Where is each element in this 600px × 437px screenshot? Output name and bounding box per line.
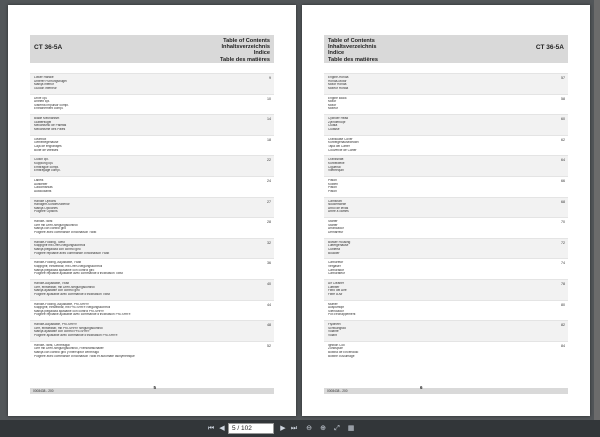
entry-line: Antrieb kpl.: [34, 100, 50, 104]
title-en: Table of Contents: [328, 38, 375, 44]
entry-line: Handle-Folding, Twist: [34, 240, 65, 244]
entry-line: Poignée Options: [34, 210, 58, 214]
entry-line: Carburador: [328, 268, 345, 272]
entry-line: Culasse: [328, 127, 340, 131]
entry-line: Handle-Folding, Adjustable, Pro-SHR®: [34, 302, 89, 306]
toc-entry[interactable]: [30, 341, 274, 362]
entry-line: Blade Mechanism: [34, 117, 60, 121]
page-number: 5: [153, 385, 156, 390]
entry-line: Nockenwelle: [328, 203, 347, 207]
entry-page-number: 68: [561, 199, 565, 204]
entry-page-number: 10: [267, 96, 271, 101]
entry-line: Moteur Honda: [328, 86, 349, 90]
entry-page-number: 57: [561, 76, 565, 80]
title-fr: Table des matières: [220, 56, 270, 63]
toc-entry[interactable]: [30, 217, 274, 238]
next-page-icon[interactable]: ▶: [280, 425, 286, 432]
entry-line: Engine Block: [328, 96, 347, 100]
toc-entry[interactable]: [30, 155, 274, 176]
entry-line: Arrancador: [328, 227, 344, 231]
previous-page-icon[interactable]: ◀: [219, 425, 225, 432]
entry-line: Couvercle de Carter: [328, 148, 357, 152]
entry-line: Griff mit Dreh-Neigungskontroll, Fliehkraftschalter: [34, 347, 104, 351]
viewer-toolbar: [0, 420, 600, 437]
entry-line: Piston: [328, 189, 337, 193]
entry-line: Lüftergehäuse: [328, 244, 349, 248]
entry-line: Árbol de levas: [328, 206, 349, 210]
entry-line: Starter: [328, 223, 338, 227]
entry-line: Griff, einstellbar, mit Pro-SHR® Neigungskontroll: [34, 326, 103, 330]
entry-line: Manija inferior: [34, 83, 55, 87]
entry-line: Auspufftopf: [328, 306, 345, 310]
entry-line: Poignée avec commande d'inclinaison Twist: [34, 230, 97, 234]
entry-line: Poignée repliable ajustable avec commande d'inclinaison Pro-SHR®: [34, 313, 131, 317]
entry-line: Guidon inférieur: [34, 86, 57, 90]
entry-line: Griff mit Dreh-Neigungskontroll: [34, 223, 78, 227]
toc-entry[interactable]: [324, 73, 568, 94]
entry-page-number: 66: [561, 178, 565, 183]
footer-code: 0008438 - 200: [33, 389, 54, 393]
title-es: Indice: [328, 50, 345, 57]
last-page-icon[interactable]: ⏭: [290, 425, 298, 432]
entry-line: Handle-Twist: [34, 220, 53, 224]
entry-line: Piston: [328, 178, 337, 182]
entry-line: Gearbox: [34, 137, 47, 141]
entry-line: Culata: [328, 124, 338, 128]
entry-line: Handle-Adjustable, Pro-SHR®: [34, 323, 77, 327]
entry-line: Luftfilter: [328, 285, 340, 289]
entry-line: Manija ajustable con control giro: [34, 289, 80, 293]
entry-page-number: 32: [267, 240, 271, 245]
entry-line: Vergaser: [328, 264, 341, 268]
entry-line: Bobina de Encendido: [328, 350, 359, 354]
entry-line: Embrague compl.: [34, 165, 59, 169]
entry-line: Aufkleber: [34, 182, 48, 186]
toc-entry[interactable]: [324, 135, 568, 156]
entry-line: Poignée repliable avec commande d'inclinaison Twist: [34, 251, 110, 255]
entry-page-number: 58: [561, 96, 565, 101]
entry-line: Manija plegadiza con control giro: [34, 247, 81, 251]
toc-entry[interactable]: [30, 300, 274, 321]
toc-entry[interactable]: [324, 320, 568, 341]
entry-line: Sistema Impulsor compl.: [34, 103, 69, 107]
entry-line: Starter: [328, 220, 338, 224]
entry-page-number: 84: [561, 343, 565, 348]
toc-entry[interactable]: [30, 176, 274, 197]
entry-line: Manija plegadiza ajustable con control Pro-SHR®: [34, 309, 105, 313]
toc-titles: [220, 38, 270, 63]
entry-line: Muffler: [328, 302, 338, 306]
entry-line: Vilebrequin: [328, 169, 344, 173]
entry-line: Autocollants: [34, 189, 52, 193]
entry-line: Motor Honda: [328, 83, 347, 87]
entry-line: Mécanisme des Pales: [34, 127, 66, 131]
entry-line: Drive cpl.: [34, 96, 48, 100]
entry-line: Bouclier: [328, 251, 340, 255]
entry-line: Pot d'échappement: [328, 313, 356, 317]
entry-line: Manija ajustable con control Pro-SHR®: [34, 330, 90, 334]
entry-page-number: 64: [561, 158, 565, 163]
entry-line: Pistón: [328, 186, 337, 190]
entry-line: Volant: [328, 333, 337, 337]
entry-line: Filtre à Air: [328, 292, 343, 296]
entry-line: Klappgriff, einstellbar, mit Dreh-Neigungskontroll: [34, 264, 103, 268]
entry-line: Embrayage compl.: [34, 169, 61, 173]
first-page-icon[interactable]: ⏮: [207, 425, 215, 432]
entry-line: Caja de engranajes: [34, 144, 62, 148]
toc-entry[interactable]: [30, 279, 274, 300]
entry-line: Handle-Twist, Centrifugal: [34, 343, 70, 347]
entry-line: Motor: [328, 100, 337, 104]
entry-line: Cylinder Head: [328, 117, 349, 121]
entry-line: Mecanismo de Paletas: [34, 124, 67, 128]
model-label: CT 36-5A: [34, 44, 63, 51]
entry-line: Entraînement compl.: [34, 107, 64, 111]
toc-entry[interactable]: [30, 114, 274, 135]
entry-line: Honda-Motor: [328, 79, 347, 83]
entry-line: Handgriff-Sonderzubehör: [34, 203, 70, 207]
toc-entry[interactable]: [324, 197, 568, 218]
entry-line: Glätterflügel: [34, 120, 52, 124]
toc-entry[interactable]: [324, 238, 568, 259]
toc-entry[interactable]: [324, 341, 568, 362]
entry-line: Camshaft: [328, 199, 342, 203]
entry-page-number: 80: [561, 302, 565, 307]
entry-line: Manija con control giro y interruptor centrífugo: [34, 350, 100, 354]
entry-line: Démarreur: [328, 230, 344, 234]
footer-code: 0008438 - 200: [327, 389, 348, 393]
entry-page-number: 28: [267, 220, 271, 225]
entry-line: Calcomanías: [34, 186, 53, 190]
entry-line: Carburetor: [328, 261, 344, 265]
entry-page-number: 72: [561, 240, 565, 245]
entry-line: Zylinderkopf: [328, 120, 346, 124]
entry-line: Poignée avec commande d'inclinaison Twist et automate tachymétrique: [34, 354, 135, 358]
entry-line: Zündspule: [328, 347, 343, 351]
entry-line: Handle-Folding, Adjustable, Twist: [34, 261, 82, 265]
page-right: [302, 5, 590, 416]
title-en: Table of Contents: [223, 38, 270, 44]
model-label: CT 36-5A: [535, 44, 564, 51]
entry-line: Filtro del Aire: [328, 289, 347, 293]
toc-entry[interactable]: [324, 300, 568, 321]
entry-line: Handle-Adjustable, Twist: [34, 281, 70, 285]
entry-line: Silenciador: [328, 309, 344, 313]
title-de: Inhaltsverzeichnis: [221, 44, 270, 51]
fit-page-icon[interactable]: ⤢: [334, 425, 340, 432]
entry-page-number: 74: [561, 261, 565, 266]
entry-line: Handle Options: [34, 199, 56, 203]
entry-line: Getriebegehäuse: [34, 141, 59, 145]
entry-line: Kupplung kpl.: [34, 161, 54, 165]
entry-line: Poignée ajustable avec commande d'inclinaison Twist: [34, 292, 110, 296]
entry-line: Unterer Führungsbügel: [34, 79, 67, 83]
entry-line: Manija Opciones: [34, 206, 58, 210]
toc-entry[interactable]: [30, 258, 274, 279]
toc-titles: [328, 38, 378, 63]
entry-page-number: 52: [267, 343, 271, 348]
entry-line: Volante: [328, 330, 339, 334]
page-number-input[interactable]: 5 / 102: [228, 423, 274, 434]
entry-page-number: 44: [267, 302, 271, 307]
entry-line: Moteur: [328, 107, 338, 111]
entry-line: Carburateur: [328, 272, 346, 276]
toc-entry[interactable]: [324, 176, 568, 197]
entry-line: Manija plegadiza ajustable con control giro: [34, 268, 95, 272]
entry-page-number: 14: [267, 117, 271, 122]
toc-entry[interactable]: [30, 320, 274, 341]
entry-line: Boîte de vitesses: [34, 148, 59, 152]
vertical-scrollbar[interactable]: [594, 0, 600, 420]
toc-entry[interactable]: [324, 279, 568, 300]
entry-line: Manija con control giro: [34, 227, 67, 231]
entry-page-number: 9: [269, 76, 271, 80]
toc-entry[interactable]: [30, 135, 274, 156]
entry-line: Kolben: [328, 182, 338, 186]
page-header: [30, 35, 274, 63]
zoom-in-icon[interactable]: ⊕: [320, 425, 326, 432]
zoom-out-icon[interactable]: ⊖: [306, 425, 312, 432]
entry-line: Poignée repliable ajustable avec commande d'inclinaison Twist: [34, 272, 123, 276]
entry-line: Arbre à cames: [328, 210, 349, 214]
entry-line: Engine-Honda: [328, 76, 349, 79]
entry-line: Ignition Coil: [328, 343, 345, 347]
entry-line: Blower Housing: [328, 240, 351, 244]
toc-entry[interactable]: [324, 217, 568, 238]
entry-line: Kurbelgehäusedeckel: [328, 141, 359, 145]
entry-page-number: 36: [267, 261, 271, 266]
entry-line: Labels: [34, 178, 44, 182]
entry-line: Cubierta: [328, 247, 341, 251]
title-de: Inhaltsverzeichnis: [328, 44, 377, 51]
entry-line: Lower Handle: [34, 76, 54, 79]
entry-page-number: 27: [267, 199, 271, 204]
entry-page-number: 60: [561, 117, 565, 122]
toc-entry[interactable]: [324, 94, 568, 115]
entry-page-number: 24: [267, 178, 271, 183]
toc-entries: [30, 73, 274, 361]
entry-line: Poignée ajustable avec commande d'inclinaison Pro-SHR®: [34, 333, 118, 337]
title-es: Indice: [253, 50, 270, 57]
entry-line: Klappgriff, einstellbar, mit Pro-SHR® Neigungskontroll: [34, 306, 111, 310]
page-header: [324, 35, 568, 63]
entry-page-number: 40: [267, 281, 271, 286]
entry-line: Tapa del Cárter: [328, 144, 350, 148]
toc-entry[interactable]: [30, 197, 274, 218]
page-number: 6: [420, 385, 423, 390]
page-left: [8, 5, 296, 416]
entry-line: Schwungrad: [328, 326, 346, 330]
entry-line: Klappgriff mit Dreh-Neigungskontroll: [34, 244, 86, 248]
entry-line: Crankshaft: [328, 158, 344, 162]
toc-entry[interactable]: [30, 238, 274, 259]
toc-entry[interactable]: [324, 155, 568, 176]
entry-line: Crankcase Cover: [328, 137, 353, 141]
title-fr: Table des matières: [328, 56, 378, 63]
toc-entry[interactable]: [30, 73, 274, 94]
entry-line: Kurbelwelle: [328, 161, 345, 165]
entry-line: Cigüeñal: [328, 165, 341, 169]
entry-line: Clutch cpl.: [34, 158, 49, 162]
entry-line: Air Cleaner: [328, 281, 344, 285]
entry-line: Griff, einstellbar, mit Dreh-Neigungskontroll: [34, 285, 95, 289]
page-footer: [324, 388, 568, 394]
entry-page-number: 62: [561, 137, 565, 142]
entry-line: Flywheel: [328, 323, 341, 327]
toc-entry[interactable]: [324, 114, 568, 135]
toc-entries: [324, 73, 568, 361]
entry-line: Bobine d'Allumage: [328, 354, 355, 358]
entry-page-number: 70: [561, 220, 565, 225]
entry-page-number: 78: [561, 281, 565, 286]
entry-page-number: 22: [267, 158, 271, 163]
toc-entry[interactable]: [324, 258, 568, 279]
view-mode-icon[interactable]: ▦: [347, 425, 355, 432]
entry-page-number: 48: [267, 323, 271, 328]
entry-page-number: 82: [561, 323, 565, 328]
entry-line: Motor: [328, 103, 337, 107]
toc-entry[interactable]: [30, 94, 274, 115]
page-footer: [30, 388, 274, 394]
entry-page-number: 18: [267, 137, 271, 142]
